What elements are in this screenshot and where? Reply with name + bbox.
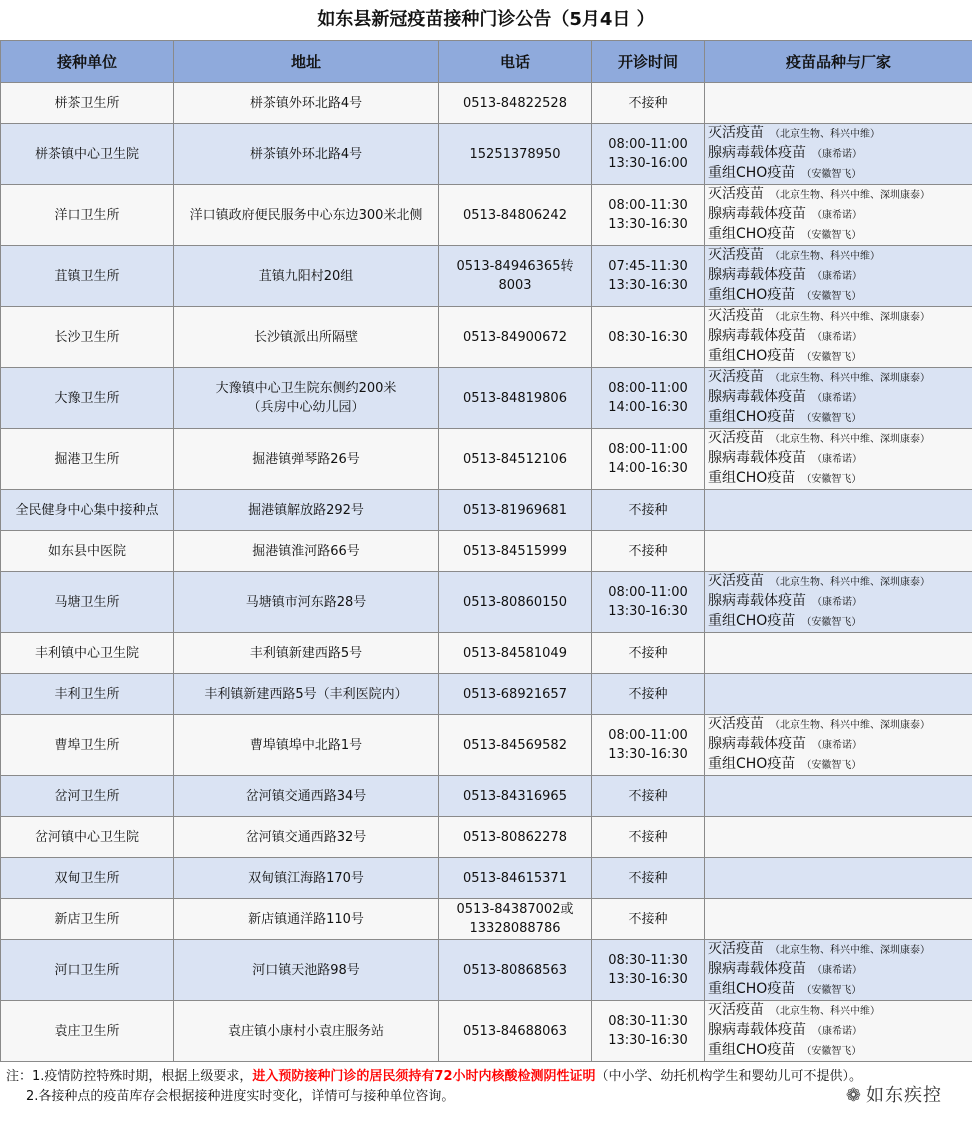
vaccine-name: 腺病毒载体疫苗: [708, 145, 806, 161]
vaccine-maker: （安徽智飞）: [801, 352, 862, 363]
phone-cell: [439, 899, 592, 940]
hours-cell: [592, 940, 705, 1001]
vaccine-name: 重组CHO疫苗: [708, 409, 796, 425]
phone-cell: 0513-84569582: [439, 715, 592, 776]
vaccine-line: [708, 469, 972, 489]
vaccine-name: 灭活疫苗: [708, 308, 764, 324]
hours-cell: 不接种: [592, 83, 705, 124]
note-suffix: （中小学、幼托机构学生和婴幼儿可不提供）。: [595, 1069, 863, 1084]
vaccine-line: [708, 164, 972, 184]
phone-cell: 15251378950: [439, 124, 592, 185]
hours-cell: 不接种: [592, 858, 705, 899]
table-header-row: [1, 41, 972, 83]
vaccine-name: 重组CHO疫苗: [708, 348, 796, 364]
address-cell: 栟茶镇外环北路4号: [174, 83, 439, 124]
vaccine-line: [708, 124, 972, 144]
vaccine-line: [708, 449, 972, 469]
table-row: [1, 490, 972, 531]
cell-line: 13328088786: [469, 921, 561, 936]
phone-cell: 0513-68921657: [439, 674, 592, 715]
vaccines-cell: [705, 1001, 972, 1062]
vaccine-name: 灭活疫苗: [708, 716, 764, 732]
notes: [0, 1062, 972, 1107]
phone-cell: 0513-80868563: [439, 940, 592, 1001]
unit-cell: 苴镇卫生所: [1, 246, 174, 307]
vaccine-name: 重组CHO疫苗: [708, 756, 796, 772]
unit-cell: 大豫卫生所: [1, 368, 174, 429]
vaccine-name: 重组CHO疫苗: [708, 981, 796, 997]
vaccines-cell: [705, 858, 972, 899]
vaccine-name: 灭活疫苗: [708, 573, 764, 589]
vaccines-cell: [705, 490, 972, 531]
table-row: [1, 940, 972, 1001]
vaccine-line: [708, 1041, 972, 1061]
phone-cell: 0513-80860150: [439, 572, 592, 633]
unit-cell: 岔河镇中心卫生院: [1, 817, 174, 858]
cell-line: （兵房中心幼儿园）: [247, 400, 365, 415]
unit-cell: 新店卫生所: [1, 899, 174, 940]
vaccine-line: [708, 368, 972, 388]
table-row: [1, 531, 972, 572]
cell-line: 08:00-11:00: [608, 137, 688, 152]
vaccine-name: 重组CHO疫苗: [708, 287, 796, 303]
vaccine-line: [708, 755, 972, 775]
vaccine-line: [708, 266, 972, 286]
vaccine-line: [708, 612, 972, 632]
vaccines-cell: [705, 124, 972, 185]
vaccine-name: 灭活疫苗: [708, 369, 764, 385]
vaccine-maker: （安徽智飞）: [801, 230, 862, 241]
hours-cell: 不接种: [592, 899, 705, 940]
table-row: [1, 674, 972, 715]
phone-cell: 0513-84819806: [439, 368, 592, 429]
cell-line: 08:30-11:30: [608, 953, 688, 968]
vaccines-cell: [705, 776, 972, 817]
address-cell: 双甸镇江海路170号: [174, 858, 439, 899]
watermark: [846, 1086, 942, 1106]
phone-cell: 0513-84581049: [439, 633, 592, 674]
table-row: [1, 776, 972, 817]
vaccine-name: 腺病毒载体疫苗: [708, 389, 806, 405]
phone-cell: 0513-84806242: [439, 185, 592, 246]
vaccine-maker: （康希诺）: [812, 210, 862, 221]
vaccine-name: 灭活疫苗: [708, 247, 764, 263]
vaccine-maker: （北京生物、科兴中维）: [770, 1006, 880, 1017]
vaccine-name: 腺病毒载体疫苗: [708, 1022, 806, 1038]
phone-cell: 0513-84316965: [439, 776, 592, 817]
table-row: [1, 429, 972, 490]
vaccines-cell: [705, 715, 972, 776]
vaccine-name: 腺病毒载体疫苗: [708, 961, 806, 977]
header-vaccines: 疫苗品种与厂家: [705, 41, 972, 83]
vaccine-line: [708, 347, 972, 367]
hours-cell: 08:30-16:30: [592, 307, 705, 368]
vaccine-maker: （康希诺）: [812, 597, 862, 608]
cell-line: 13:30-16:30: [608, 1033, 688, 1048]
unit-cell: 全民健身中心集中接种点: [1, 490, 174, 531]
vaccine-maker: （北京生物、科兴中维）: [770, 129, 880, 140]
vaccine-maker: （康希诺）: [812, 332, 862, 343]
table-row: [1, 633, 972, 674]
phone-cell: [439, 246, 592, 307]
vaccine-maker: （北京生物、科兴中维）: [770, 251, 880, 262]
note-red-highlight: 进入预防接种门诊的居民须持有72小时内核酸检测阴性证明: [252, 1069, 596, 1084]
vaccine-name: 腺病毒载体疫苗: [708, 206, 806, 222]
phone-cell: 0513-84512106: [439, 429, 592, 490]
cell-line: 08:30-11:30: [608, 1014, 688, 1029]
address-cell: 苴镇九阳村20组: [174, 246, 439, 307]
vaccine-maker: （康希诺）: [812, 393, 862, 404]
vaccine-name: 重组CHO疫苗: [708, 470, 796, 486]
vaccines-cell: [705, 531, 972, 572]
vaccine-name: 灭活疫苗: [708, 1002, 764, 1018]
vaccines-cell: [705, 185, 972, 246]
vaccine-name: 腺病毒载体疫苗: [708, 736, 806, 752]
unit-cell: 丰利镇中心卫生院: [1, 633, 174, 674]
cell-line: 14:00-16:30: [608, 461, 688, 476]
address-cell: 掘港镇弹琴路26号: [174, 429, 439, 490]
table-row: [1, 899, 972, 940]
vaccine-name: 灭活疫苗: [708, 941, 764, 957]
phone-cell: 0513-84900672: [439, 307, 592, 368]
vaccine-maker: （康希诺）: [812, 740, 862, 751]
address-cell: 岔河镇交通西路32号: [174, 817, 439, 858]
vaccine-name: 腺病毒载体疫苗: [708, 593, 806, 609]
vaccine-maker: （北京生物、科兴中维、深圳康泰）: [770, 312, 930, 323]
address-cell: 栟茶镇外环北路4号: [174, 124, 439, 185]
cell-line: 13:30-16:30: [608, 278, 688, 293]
address-cell: 洋口镇政府便民服务中心东边300米北侧: [174, 185, 439, 246]
vaccines-cell: [705, 633, 972, 674]
vaccines-cell: [705, 368, 972, 429]
vaccine-name: 重组CHO疫苗: [708, 226, 796, 242]
vaccine-line: [708, 225, 972, 245]
unit-cell: 袁庄卫生所: [1, 1001, 174, 1062]
hours-cell: [592, 572, 705, 633]
address-cell: 新店镇通洋路110号: [174, 899, 439, 940]
vaccine-name: 灭活疫苗: [708, 186, 764, 202]
table-row: [1, 715, 972, 776]
vaccines-cell: [705, 246, 972, 307]
vaccine-maker: （北京生物、科兴中维、深圳康泰）: [770, 577, 930, 588]
vaccine-maker: （北京生物、科兴中维、深圳康泰）: [770, 720, 930, 731]
table-row: [1, 368, 972, 429]
unit-cell: 栟茶卫生所: [1, 83, 174, 124]
table-row: [1, 185, 972, 246]
address-cell: 曹埠镇埠中北路1号: [174, 715, 439, 776]
cell-line: 08:00-11:30: [608, 198, 688, 213]
vaccine-name: 灭活疫苗: [708, 125, 764, 141]
phone-cell: 0513-84822528: [439, 83, 592, 124]
table-row: [1, 307, 972, 368]
vaccines-cell: [705, 899, 972, 940]
vaccine-maker: （安徽智飞）: [801, 474, 862, 485]
cell-line: 13:30-16:00: [608, 156, 688, 171]
table-row: [1, 572, 972, 633]
vaccine-name: 重组CHO疫苗: [708, 165, 796, 181]
vaccine-line: [708, 1021, 972, 1041]
vaccine-line: [708, 205, 972, 225]
cell-line: 08:00-11:00: [608, 585, 688, 600]
unit-cell: 丰利卫生所: [1, 674, 174, 715]
address-cell: 长沙镇派出所隔壁: [174, 307, 439, 368]
vaccine-maker: （康希诺）: [812, 271, 862, 282]
unit-cell: 长沙卫生所: [1, 307, 174, 368]
vaccine-line: [708, 307, 972, 327]
address-cell: 丰利镇新建西路5号（丰利医院内）: [174, 674, 439, 715]
vaccine-name: 灭活疫苗: [708, 430, 764, 446]
vaccine-line: [708, 715, 972, 735]
vaccine-line: [708, 1001, 972, 1021]
unit-cell: 岔河卫生所: [1, 776, 174, 817]
unit-cell: 马塘卫生所: [1, 572, 174, 633]
hours-cell: [592, 246, 705, 307]
unit-cell: 双甸卫生所: [1, 858, 174, 899]
vaccine-maker: （康希诺）: [812, 149, 862, 160]
vaccine-maker: （康希诺）: [812, 1026, 862, 1037]
vaccine-maker: （安徽智飞）: [801, 413, 862, 424]
phone-cell: 0513-81969681: [439, 490, 592, 531]
vaccine-name: 重组CHO疫苗: [708, 1042, 796, 1058]
page-title: 如东县新冠疫苗接种门诊公告（5月4日 ）: [317, 9, 655, 30]
cell-line: 13:30-16:30: [608, 747, 688, 762]
vaccines-cell: [705, 307, 972, 368]
vaccines-cell: [705, 674, 972, 715]
address-cell: 丰利镇新建西路5号: [174, 633, 439, 674]
vaccine-line: [708, 572, 972, 592]
vaccine-line: [708, 286, 972, 306]
unit-cell: 栟茶镇中心卫生院: [1, 124, 174, 185]
vaccine-line: [708, 246, 972, 266]
vaccine-line: [708, 185, 972, 205]
vaccine-line: [708, 960, 972, 980]
vaccine-line: [708, 980, 972, 1000]
vaccine-maker: （安徽智飞）: [801, 985, 862, 996]
address-cell: [174, 368, 439, 429]
vaccine-maker: （康希诺）: [812, 454, 862, 465]
header-phone: 电话: [439, 41, 592, 83]
hours-cell: 不接种: [592, 674, 705, 715]
cell-line: 08:00-11:00: [608, 728, 688, 743]
hours-cell: 不接种: [592, 490, 705, 531]
vaccines-cell: [705, 940, 972, 1001]
vaccine-line: [708, 429, 972, 449]
hours-cell: [592, 1001, 705, 1062]
table-row: [1, 246, 972, 307]
vaccine-name: 腺病毒载体疫苗: [708, 267, 806, 283]
vaccine-maker: （安徽智飞）: [801, 1046, 862, 1057]
vaccines-cell: [705, 817, 972, 858]
watermark-text: 如东疾控: [866, 1085, 942, 1106]
address-cell: 掘港镇淮河路66号: [174, 531, 439, 572]
unit-cell: 河口卫生所: [1, 940, 174, 1001]
vaccine-line: [708, 327, 972, 347]
hours-cell: [592, 124, 705, 185]
cell-line: 08:00-11:00: [608, 381, 688, 396]
phone-cell: 0513-84688063: [439, 1001, 592, 1062]
address-cell: 袁庄镇小康村小袁庄服务站: [174, 1001, 439, 1062]
header-hours: 开诊时间: [592, 41, 705, 83]
vaccine-line: [708, 940, 972, 960]
vaccine-maker: （安徽智飞）: [801, 291, 862, 302]
clinic-table: [0, 40, 972, 1062]
vaccine-maker: （安徽智飞）: [801, 760, 862, 771]
cell-line: 8003: [498, 278, 532, 293]
vaccine-maker: （康希诺）: [812, 965, 862, 976]
address-cell: 掘港镇解放路292号: [174, 490, 439, 531]
vaccine-line: [708, 592, 972, 612]
unit-cell: 如东县中医院: [1, 531, 174, 572]
vaccine-maker: （北京生物、科兴中维、深圳康泰）: [770, 373, 930, 384]
unit-cell: 掘港卫生所: [1, 429, 174, 490]
table-row: [1, 124, 972, 185]
vaccine-name: 腺病毒载体疫苗: [708, 450, 806, 466]
cell-line: 08:00-11:00: [608, 442, 688, 457]
address-cell: 岔河镇交通西路34号: [174, 776, 439, 817]
hours-cell: [592, 185, 705, 246]
cell-line: 14:00-16:30: [608, 400, 688, 415]
table-row: [1, 817, 972, 858]
header-address: 地址: [174, 41, 439, 83]
table-row: [1, 1001, 972, 1062]
unit-cell: 洋口卫生所: [1, 185, 174, 246]
header-unit: 接种单位: [1, 41, 174, 83]
hours-cell: [592, 368, 705, 429]
table-row: [1, 858, 972, 899]
hours-cell: 不接种: [592, 531, 705, 572]
vaccine-line: [708, 735, 972, 755]
vaccines-cell: [705, 83, 972, 124]
vaccine-line: [708, 144, 972, 164]
phone-cell: 0513-80862278: [439, 817, 592, 858]
wechat-icon: ❁: [845, 1085, 862, 1106]
vaccine-line: [708, 388, 972, 408]
unit-cell: 曹埠卫生所: [1, 715, 174, 776]
cell-line: 13:30-16:30: [608, 604, 688, 619]
cell-line: 0513-84946365转: [456, 259, 574, 274]
cell-line: 0513-84387002或: [456, 902, 574, 917]
vaccines-cell: [705, 429, 972, 490]
vaccines-cell: [705, 572, 972, 633]
table-body: [1, 83, 972, 1062]
hours-cell: [592, 715, 705, 776]
phone-cell: 0513-84515999: [439, 531, 592, 572]
hours-cell: 不接种: [592, 817, 705, 858]
address-cell: 马塘镇市河东路28号: [174, 572, 439, 633]
cell-line: 大豫镇中心卫生院东侧约200米: [215, 381, 397, 396]
vaccine-maker: （安徽智飞）: [801, 169, 862, 180]
hours-cell: 不接种: [592, 776, 705, 817]
address-cell: 河口镇天池路98号: [174, 940, 439, 1001]
hours-cell: 不接种: [592, 633, 705, 674]
hours-cell: [592, 429, 705, 490]
vaccine-name: 重组CHO疫苗: [708, 613, 796, 629]
cell-line: 13:30-16:30: [608, 217, 688, 232]
table-row: [1, 83, 972, 124]
vaccine-maker: （北京生物、科兴中维、深圳康泰）: [770, 434, 930, 445]
cell-line: 13:30-16:30: [608, 972, 688, 987]
note-line-2: 2.各接种点的疫苗库存会根据接种进度实时变化，详情可与接种单位咨询。: [26, 1089, 455, 1104]
note-prefix: 注：1.疫情防控特殊时期，根据上级要求，: [6, 1069, 253, 1084]
vaccine-maker: （北京生物、科兴中维、深圳康泰）: [770, 945, 930, 956]
vaccine-name: 腺病毒载体疫苗: [708, 328, 806, 344]
vaccine-line: [708, 408, 972, 428]
vaccine-maker: （北京生物、科兴中维、深圳康泰）: [770, 190, 930, 201]
phone-cell: 0513-84615371: [439, 858, 592, 899]
vaccine-maker: （安徽智飞）: [801, 617, 862, 628]
cell-line: 07:45-11:30: [608, 259, 688, 274]
